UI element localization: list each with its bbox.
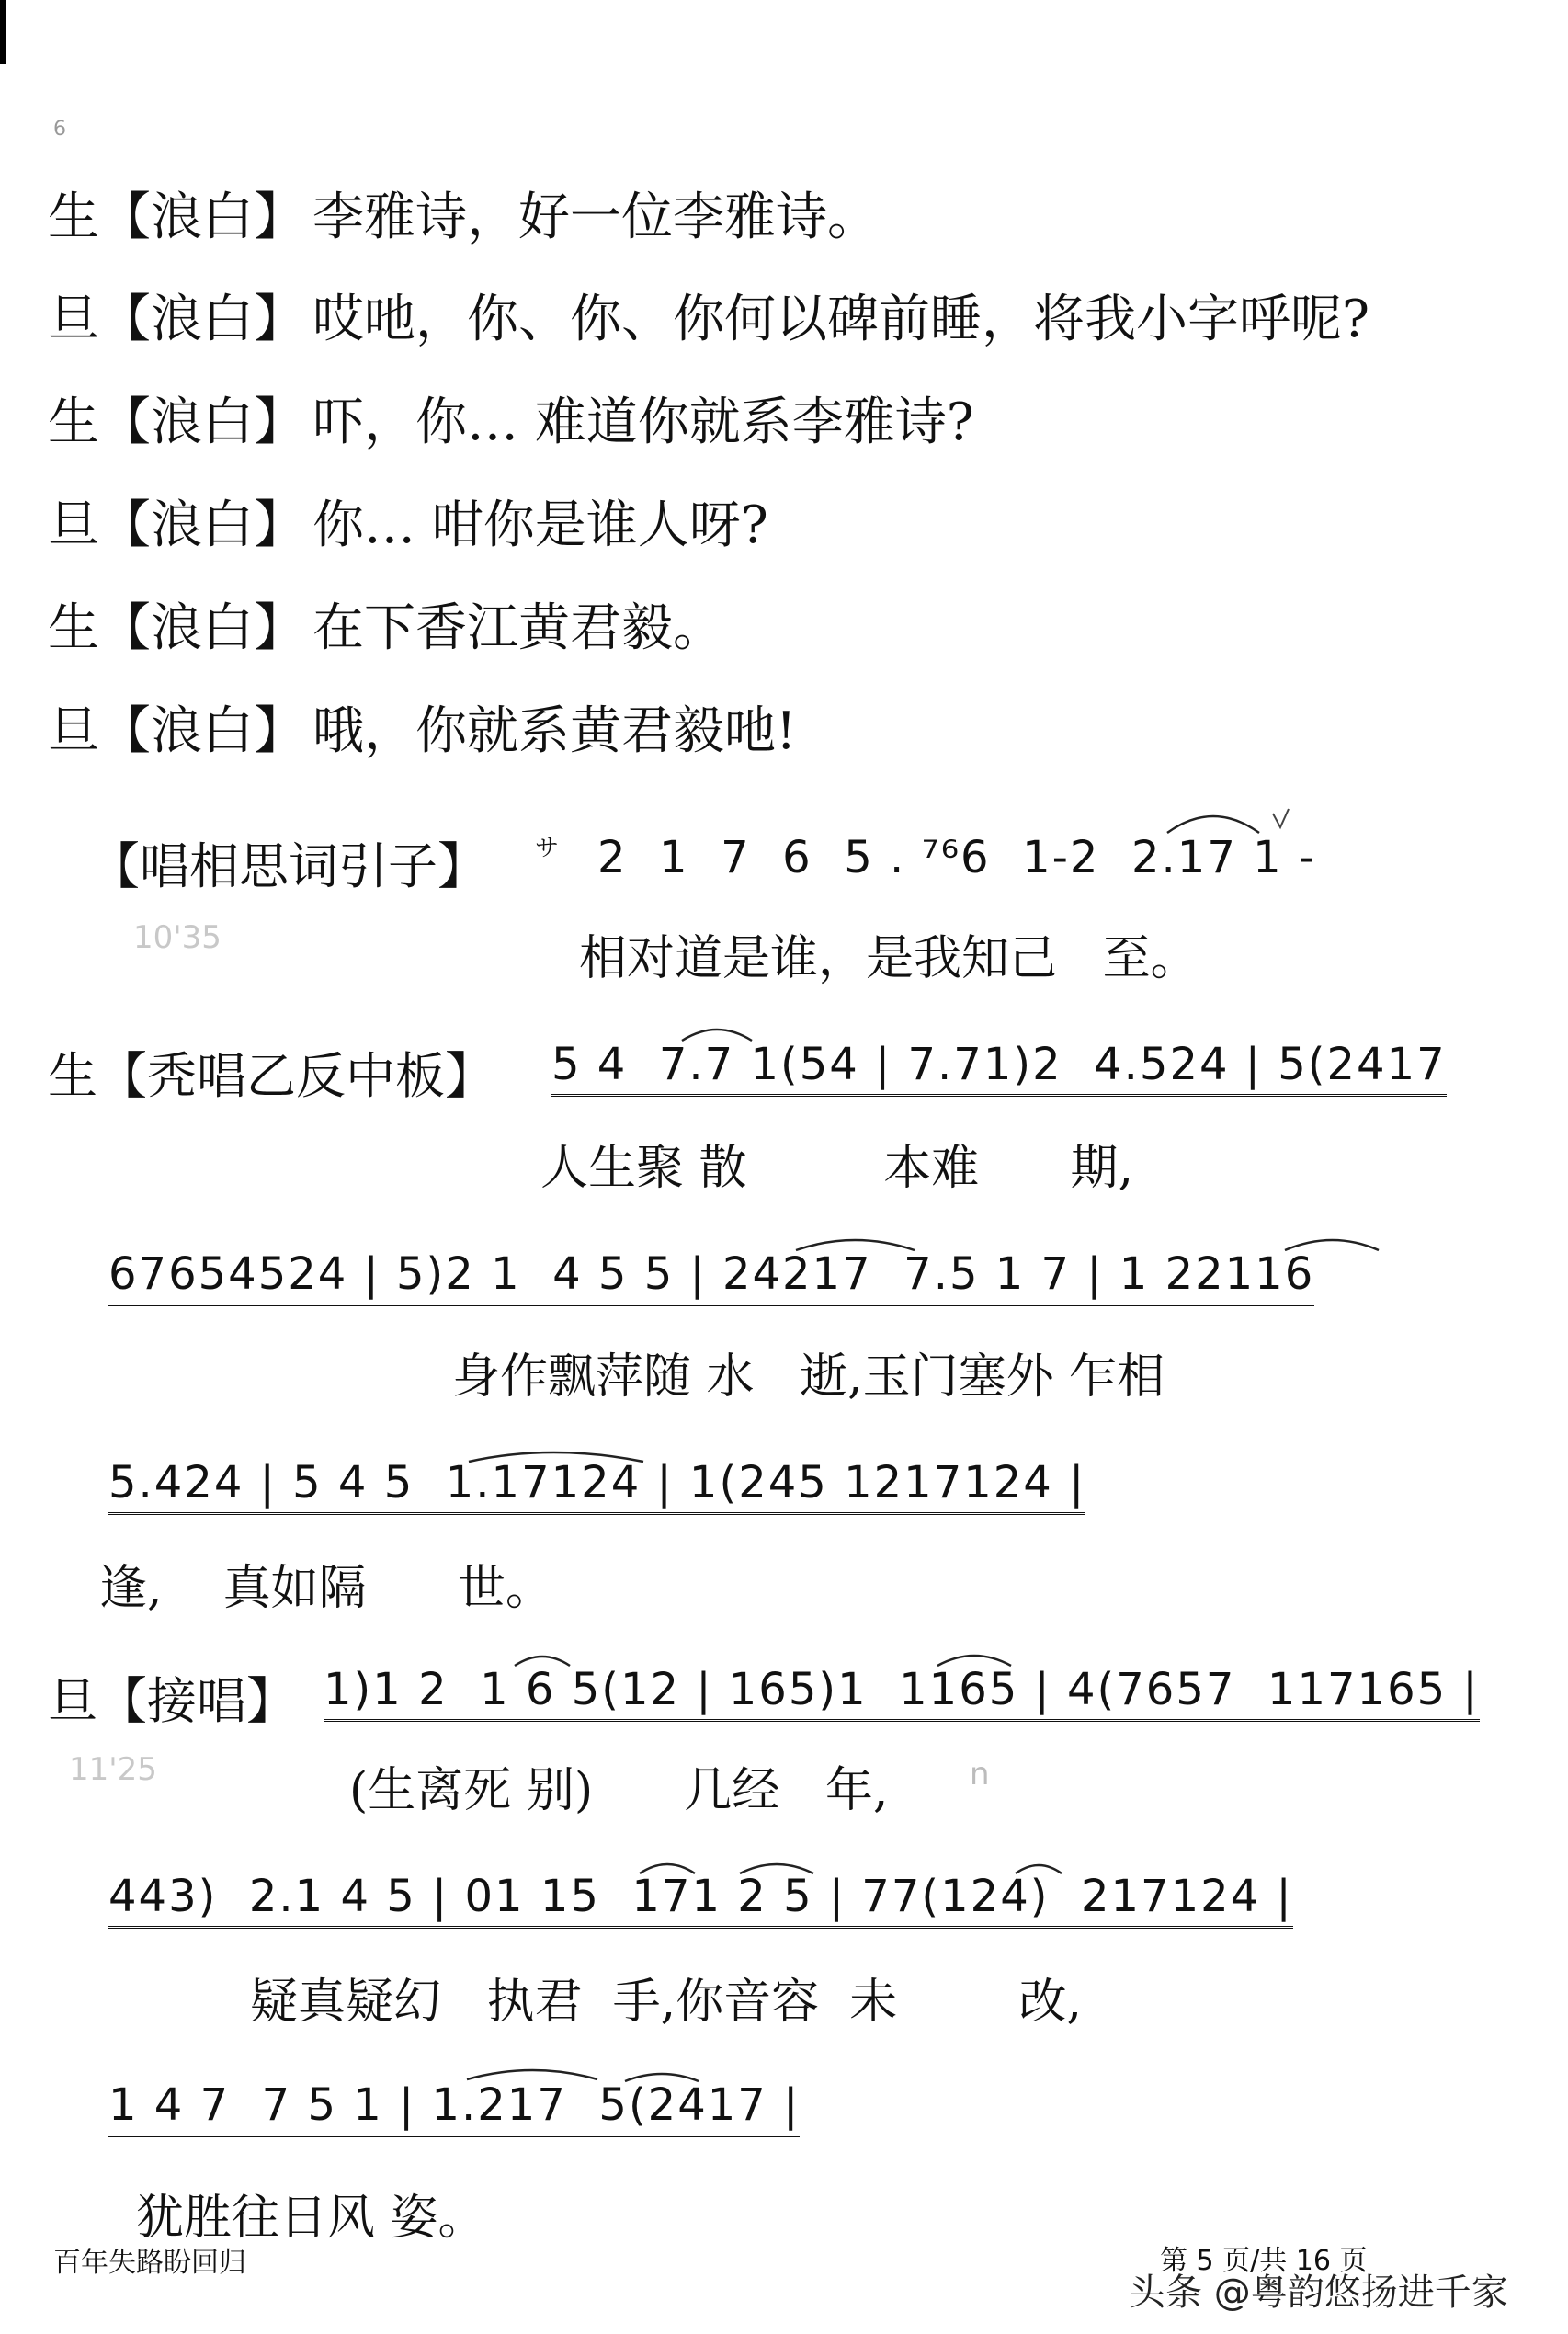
lyric-line: 逢, 真如隔 世。 [99,1561,553,1616]
notation-line: 5.424 | 5 4 5 1.17124 | 1(245 1217124 | [108,1457,1085,1515]
tag: 【浪白】 [99,393,305,452]
page-number: 第 5 页/共 16 页 [1160,2245,1368,2277]
dialogue-line [48,496,768,555]
line-text: 哦，你就系黄君毅吔! [312,701,797,761]
handwritten-timing-note: 11'25 [69,1751,157,1788]
lyric-line: (生离死 别) 几经 年, [349,1763,889,1818]
role: 生 [48,188,99,247]
margin-mark: 6 [53,118,66,141]
footer-title: 百年失路盼回归 [53,2247,246,2279]
tag: 【浪白】 [99,290,305,349]
notation-line: 2 1 7 6 5 . ⁷⁶6 1-2 2.17 1 - [597,832,1317,883]
role: 旦 [48,495,99,555]
line-text: 哎吔，你、你、你何以碑前睡，将我小字呼呢? [312,290,1370,349]
lyric-line: 相对道是谁，是我知己 至。 [579,931,1199,986]
lyric-line: 身作飘萍随 水 逝,玉门塞外 乍相 [452,1349,1165,1405]
line-text: 你… 咁你是谁人呀? [312,495,768,555]
slur-arc [467,2070,597,2079]
notation-line: 67654524 | 5)2 1 4 5 5 | 24217 7.5 1 7 | 1 22116 [108,1248,1314,1306]
handwritten-mark: n [970,1756,990,1793]
line-text: 李雅诗，好一位李雅诗。 [312,188,879,247]
scan-edge-mark [0,0,6,64]
slur-arc [1167,816,1259,833]
tag: 【浪白】 [99,701,305,761]
free-tempo-sign: サ [535,835,560,862]
tag: 【浪白】 [99,598,305,658]
tag: 【浪白】 [99,188,305,247]
notation-line: 1)1 2 1 6 5(12 | 165)1 1165 | 4(7657 117165 | [324,1664,1480,1722]
checkmark-annotation [1273,809,1289,827]
dialogue-line [48,599,724,658]
watermark: 头条 @粤韵悠扬进千家 [1129,2271,1508,2314]
dialogue-line [48,702,797,761]
lyric-line: 人生聚 散 本难 期, [540,1141,1133,1196]
role: 生 [48,598,99,658]
role: 旦 [48,701,99,761]
dialogue-line [48,290,1369,349]
section-heading: 旦【接唱】 [48,1672,296,1730]
notation-line: 5 4 7.7 1(54 | 7.71)2 4.524 | 5(2417 [551,1039,1447,1097]
lyric-line: 犹胜往日风 姿。 [136,2191,486,2246]
line-text: 吓，你… 难道你就系李雅诗? [312,393,974,452]
section-heading: 生【秃唱乙反中板】 [48,1047,494,1105]
tag: 【浪白】 [99,495,305,555]
dialogue-line [48,188,879,247]
notation-line: 443) 2.1 4 5 | 01 15 171 2 5 | 77(124) 217124 | [108,1871,1293,1929]
dialogue-line [48,393,974,452]
handwritten-timing-note: 10'35 [133,919,222,956]
line-text: 在下香江黄君毅。 [312,598,724,658]
role: 旦 [48,290,99,349]
lyric-line: 疑真疑幻 执君 手,你音容 未 改, [250,1975,1082,2030]
notation-line: 1 4 7 7 5 1 | 1.217 5(2417 | [108,2079,800,2137]
role: 生 [48,393,99,452]
section-heading: 【唱相思词引子】 [90,837,487,895]
